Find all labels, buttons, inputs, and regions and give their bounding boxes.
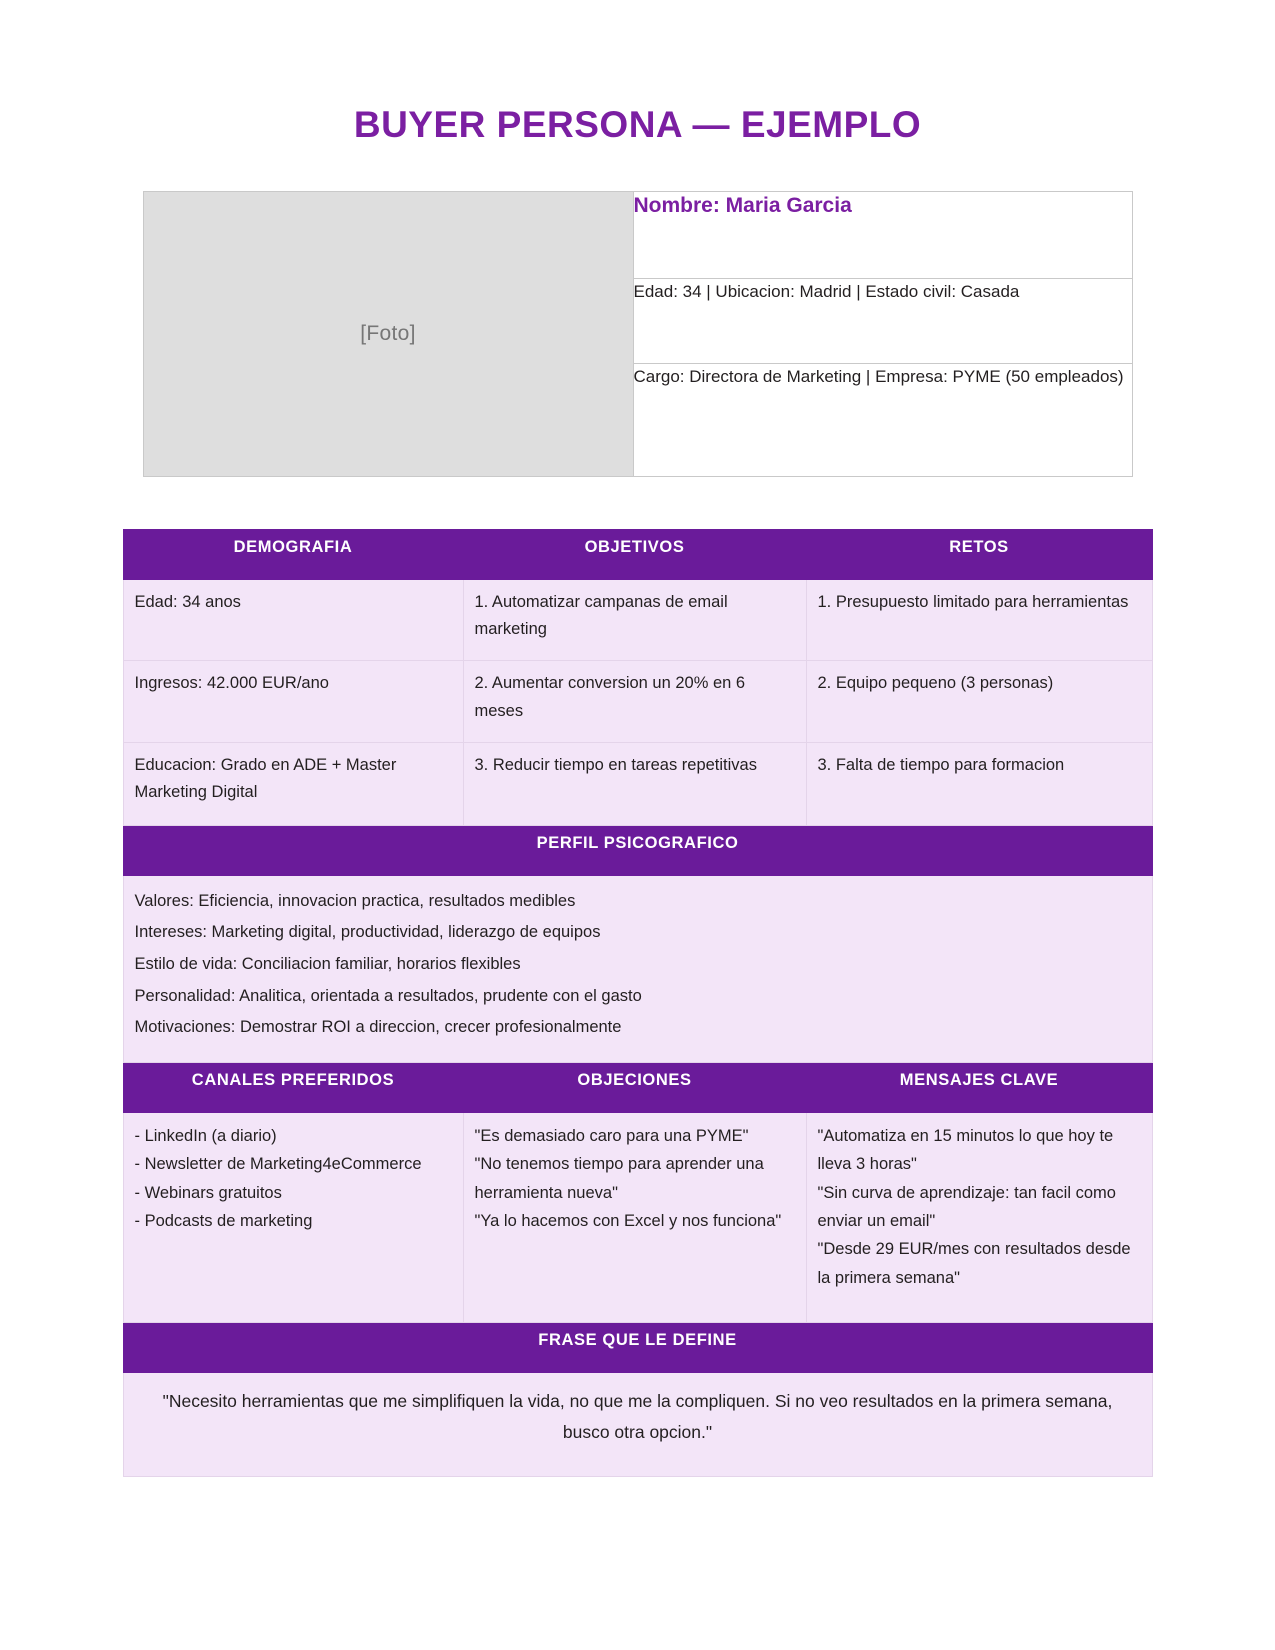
photo-placeholder [143,191,633,476]
header-retos: RETOS [806,529,1152,579]
list-item: "Automatiza en 15 minutos lo que hoy te lleva 3 horas" [817,1126,1114,1174]
header-demografia: DEMOGRAFIA [123,529,463,579]
cell-objetivos-1: 1. Automatizar campanas de email marketing [463,579,806,660]
cell-retos-1: 1. Presupuesto limitado para herramientas [806,579,1152,660]
cell-objetivos-3: 3. Reducir tiempo en tareas repetitivas [463,742,806,825]
table-row [123,1112,1152,1322]
psy-line-intereses: Intereses: Marketing digital, productividad, liderazgo de equipos [134,923,601,942]
list-item: - Newsletter de Marketing4eCommerce [134,1155,422,1174]
identity-table [143,191,1133,477]
cell-demografia-3: Educacion: Grado en ADE + Master Marketing Digital [123,742,463,825]
table-row [123,1373,1152,1477]
persona-grid-section [0,529,1275,1478]
psy-line-valores: Valores: Eficiencia, innovacion practica, resultados medibles [134,891,576,910]
cell-objeciones [463,1112,806,1322]
header-canales-preferidos: CANALES PREFERIDOS [123,1062,463,1112]
table-row [123,579,1152,660]
table-row [123,661,1152,742]
header-frase-que-le-define: FRASE QUE LE DEFINE [123,1323,1152,1373]
list-item: - Webinars gratuitos [134,1183,282,1202]
list-item: - Podcasts de marketing [134,1212,313,1231]
identity-name-cell [633,191,1132,278]
list-item: - LinkedIn (a diario) [134,1126,277,1145]
cell-canales-preferidos [123,1112,463,1322]
psy-line-estilo-vida: Estilo de vida: Conciliacion familiar, horarios flexibles [134,954,521,973]
cell-retos-2: 2. Equipo pequeno (3 personas) [806,661,1152,742]
list-item: "Desde 29 EUR/mes con resultados desde la primera semana" [817,1240,1131,1287]
list-item: "Es demasiado caro para una PYME" [474,1126,749,1145]
header-objetivos: OBJETIVOS [463,529,806,579]
table-header-row [123,529,1152,579]
persona-grid-table [123,529,1153,1478]
table-row [123,742,1152,825]
header-perfil-psicografico: PERFIL PSICOGRAFICO [123,825,1152,875]
table-header-row [123,825,1152,875]
identity-role-cell: Cargo: Directora de Marketing | Empresa: PYME (50 empleados) [633,363,1132,476]
cell-perfil-psicografico [123,875,1152,1062]
cell-mensajes-clave [806,1112,1152,1322]
cell-demografia-1: Edad: 34 anos [123,579,463,660]
cell-retos-3: 3. Falta de tiempo para formacion [806,742,1152,825]
header-objeciones: OBJECIONES [463,1062,806,1112]
header-mensajes-clave: MENSAJES CLAVE [806,1062,1152,1112]
cell-objetivos-2: 2. Aumentar conversion un 20% en 6 meses [463,661,806,742]
identity-section [0,191,1275,477]
table-row [123,875,1152,1062]
cell-demografia-2: Ingresos: 42.000 EUR/ano [123,661,463,742]
persona-name: Nombre: Maria Garcia [633,193,852,217]
psy-line-motivaciones: Motivaciones: Demostrar ROI a direccion, crecer profesionalmente [134,1018,622,1037]
list-item: "No tenemos tiempo para aprender una herramienta nueva" [474,1155,764,1202]
list-item: "Sin curva de aprendizaje: tan facil como enviar un email" [817,1183,1116,1231]
table-header-row [123,1323,1152,1373]
cell-frase-que-le-define: "Necesito herramientas que me simplifiquen la vida, no que me la compliquen. Si no veo resultados en la primera semana, busco otra opcion." [123,1373,1152,1477]
table-header-row [123,1062,1152,1112]
list-item: "Ya lo hacemos con Excel y nos funciona" [474,1212,782,1231]
psy-line-personalidad: Personalidad: Analitica, orientada a resultados, prudente con el gasto [134,986,642,1005]
identity-demographics-cell: Edad: 34 | Ubicacion: Madrid | Estado civil: Casada [633,278,1132,363]
photo-placeholder-label: [Foto] [360,321,416,345]
page-title: BUYER PERSONA — EJEMPLO [353,104,922,145]
